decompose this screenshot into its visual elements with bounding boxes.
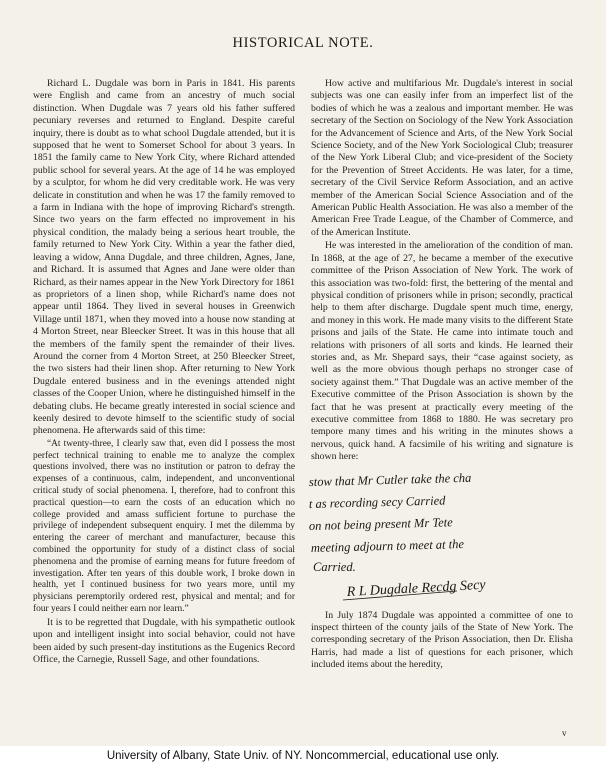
handwriting-facsimile xyxy=(307,470,573,602)
page-title: HISTORICAL NOTE. xyxy=(232,35,374,51)
right-column xyxy=(308,78,573,672)
paragraph-jail-inspection: In July 1874 Dugdale was appointed a committee of one to inspect thirteen of the county jails of the State of New York. The corresponding secretary of the Prison Association, then Dr. Elisha Harris, had made a list of questions for each prisoner, which included items about the heredity, xyxy=(311,609,573,671)
paragraph-memberships: How active and multifarious Mr. Dugdale's interest in social subjects was one can easily infer from an imperfect list of the bodies of which he was a zealous and important member. He was secretary of the Section on Sociology of the New York Association for the Advancement of Science and Arts, of the New York Social Science Society, and of the New York Sociological Club; treasurer of the New York Liberal Club; and vice-president of the Society for the Prevention of Street Accidents. He was later, for a time, secretary of the Civil Service Reform Association, and an active member of the American Social Science Association and of the American Public Health Association. He was also a member of the American Free Trade League, of the Chamber of Commerce, and of the American Institute. xyxy=(311,78,573,238)
handwriting-image xyxy=(307,470,575,602)
signature: R L Dugdale Recdg Secy xyxy=(346,577,486,600)
handwriting-line-1: stow that Mr Cutler take the cha xyxy=(308,470,472,489)
handwriting-line-2: t as recording secy Carried xyxy=(308,493,446,511)
paragraph-prison-association: He was interested in the amelioration of the condition of man. In 1868, at the age of 27, he became a member of the executive committee of the Prison Association of New York. The work of this association was two-fold: first, the bettering of the mental and physical condition of prisoners while in prison; secondly, practical help to them after discharge. Dugdale spent much time, energy, and money in this work. He made many visits to the different State prisons and jails of the State. He came into intimate touch and relations with prisoners of all sorts and kinds. He learned their stories and, as Mr. Shepard says, their “case against society, as well as the more obvious though perhaps no stronger case of society against them.” That Dugdale was an active member of the Executive committee of the Prison Association is shown by the fact that he was present at practically every meeting of the executive committee from 1868 to 1880. He was secretary pro tempore many times and his writing in the minutes shows a nervous, quick hand. A facsimile of his writing and signature is shown here: xyxy=(311,240,573,463)
left-column xyxy=(33,78,295,666)
block-quote: “At twenty-three, I clearly saw that, even did I possess the most perfect technical training to enable me to analyze the complex questions involved, there was no institution or patron to defray the expenses of a continuous, calm, independent, and unconventional critical study of social phenomena. I, therefore, had to confront this practical question—to earn the costs of an education which no college provided and amass sufficient fortune to purchase the privilege of independent subsequent enquiry. I met the dilemma by entering the career of merchant and manufacturer, because this combined the opportunity for study of a distinct class of social phenomena and the promise of earning means for future freedom of investigation. After ten years of this double work, I broke down in health, yet I continued business for two years more, until my physicians peremptorily ordered rest, physical and mental; and for four years I could neither earn nor learn.” xyxy=(33,438,295,614)
page-number: v xyxy=(562,728,567,738)
paragraph-biography: Richard L. Dugdale was born in Paris in 1841. His parents were English and came from an ancestry of much social distinction. When Dugdale was 7 years old his father suffered pecuniary reverses and returned to England. Despite careful inquiry, there is doubt as to what school Dugdale attended, but it is supposed that he went to Somerset School for about 3 years. In 1851 the family came to New York City, where Richard attended public school for several years. At the age of 14 he was employed by a sculptor, for whom he did very creditable work. He was very delicate in constitution and when he was 17 the family removed to a farm in Indiana with the hope of improving Richard's strength. Since two years on the farm effected no improvement in his physical condition, the malady being a serious heart trouble, the family returned to New York City. Within a year the father died, leaving a widow, Anna Dugdale, and three children, Agnes, Jane, and Richard. It is assumed that Agnes and Jane were older than Richard, as their names appear in the New York Directory for 1861 as proprietors of a linen shop, while Richard's name does not appear until 1864. They lived in several houses in Greenwich Village until 1871, when they moved into a house now standing at 4 Morton Street, near Bleecker Street. It was in this house that all the members of the family spent the remainder of their lives. Around the corner from 4 Morton Street, at 250 Bleecker Street, the two sisters had their linen shop. After returning to New York Dugdale entered business and in the evenings attended night classes of the Cooper Union, where he distinguished himself in the debating clubs. He became greatly interested in social science and keenly desired to devote himself to the scientific study of social phenomena. He afterwards said of this time: xyxy=(33,78,295,437)
paragraph-regret: It is to be regretted that Dugdale, with his sympathetic outlook upon and intelligent insight into social behavior, could not have been aided by such present-day institutions as the Eugenics Record Office, the Carnegie, Russell Sage, and other foundations. xyxy=(33,616,295,665)
handwriting-line-3: on not being present Mr Tete xyxy=(308,514,453,533)
handwriting-line-4: meeting adjourn to meet at the xyxy=(310,536,465,555)
handwriting-line-5: Carried. xyxy=(313,559,356,574)
archive-footer: University of Albany, State Univ. of NY. Noncommercial, educational use only. xyxy=(106,750,500,762)
